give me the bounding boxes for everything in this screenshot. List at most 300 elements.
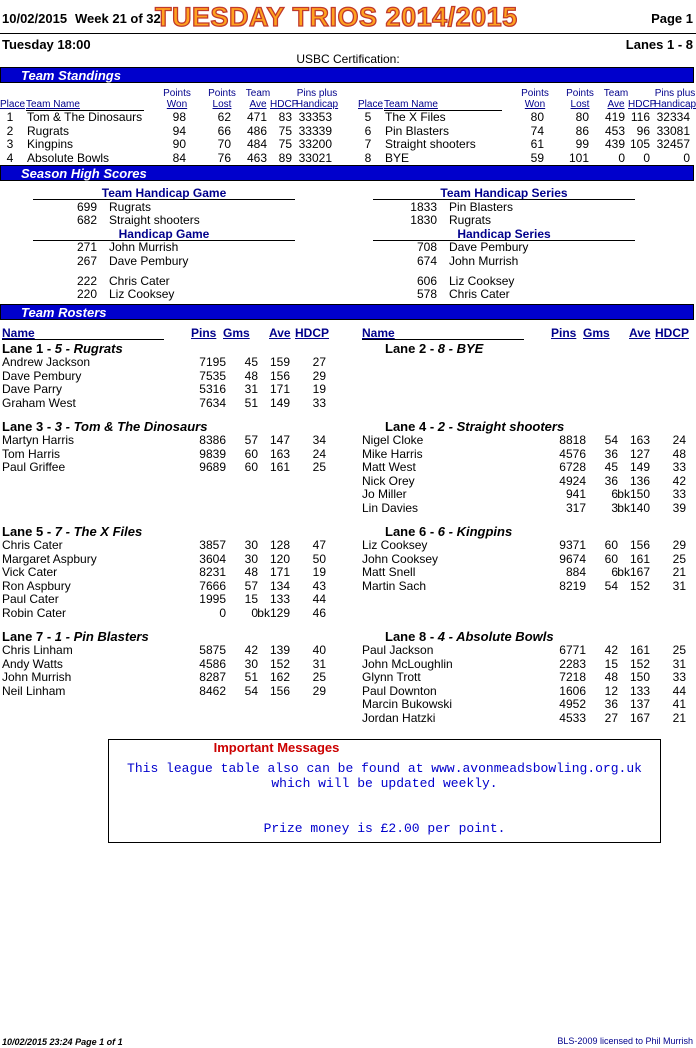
player-average: 152	[629, 578, 650, 593]
team-hdcp: 0	[643, 150, 650, 165]
player-pins: 1606	[559, 683, 586, 698]
player-average: 162	[269, 670, 290, 684]
pins-plus-handicap: 32457	[656, 137, 690, 151]
player-pins: 7195	[199, 355, 226, 369]
pins-plus-handicap: 33081	[656, 123, 690, 138]
player-name: Nigel Cloke	[362, 433, 424, 447]
player-hdcp: 25	[312, 670, 326, 684]
standings-header-pph1: Pins plus	[296, 88, 338, 99]
roster-row	[360, 643, 692, 657]
player-games: 54	[604, 578, 618, 593]
player-hdcp: 44	[312, 592, 326, 606]
player-hdcp: 33	[312, 395, 326, 410]
lane-separator: -	[46, 341, 52, 356]
team-name: Absolute Bowls	[27, 150, 110, 165]
roster-row	[0, 552, 332, 566]
team-hdcp: 75	[278, 123, 292, 138]
points-lost: 80	[575, 110, 589, 124]
roster-row	[0, 643, 332, 657]
player-games: 57	[244, 433, 258, 447]
bowler-name: Liz Cooksey	[109, 287, 175, 301]
player-average: 128	[269, 538, 290, 552]
high-score-row	[397, 200, 637, 214]
roster-header-games: Gms	[223, 326, 250, 340]
player-pins: 4924	[559, 473, 586, 488]
player-average: 133	[629, 683, 650, 698]
player-pins: 5316	[199, 382, 226, 396]
high-score-row	[57, 254, 297, 268]
player-games: 6	[611, 565, 618, 579]
player-name: Paul Cater	[2, 592, 59, 606]
player-name: Glynn Trott	[362, 670, 421, 684]
player-name: Jordan Hatzki	[362, 710, 436, 725]
player-name: Chris Linham	[2, 643, 73, 657]
section-bar-rosters: Team Rosters	[0, 304, 694, 320]
player-pins: 9371	[559, 538, 586, 552]
player-hdcp: 42	[672, 473, 686, 488]
player-pins: 8231	[199, 565, 226, 579]
lane-team: 1 - Pin Blasters	[54, 629, 149, 644]
team-name: BYE	[385, 150, 410, 165]
score: 1833	[410, 200, 437, 214]
roster-header-name: Name	[362, 326, 395, 340]
roster-header-hdcp: HDCP	[655, 326, 690, 340]
roster-row	[0, 460, 332, 474]
player-games: 36	[604, 446, 618, 461]
standings-header-ave1: Team	[245, 88, 271, 99]
player-hdcp: 33	[672, 460, 686, 474]
standings-header-pl1: Points	[208, 88, 236, 99]
standings-header-pw2: Won	[166, 99, 188, 110]
roster-header-average: Ave	[629, 326, 651, 340]
standings-header-pw2: Won	[524, 99, 546, 110]
standings-header-team: Team Name	[26, 99, 80, 110]
team-average: 486	[246, 123, 267, 138]
bowler-name: Rugrats	[449, 213, 492, 227]
lane-number: Lane 4	[385, 419, 427, 434]
player-pins: 7666	[199, 578, 226, 593]
points-lost: 86	[575, 123, 589, 138]
player-games: 45	[244, 355, 258, 369]
team-name: Straight shooters	[385, 137, 476, 151]
team-average: 419	[604, 110, 625, 124]
standings-row	[0, 110, 340, 124]
standings-header-pw1: Points	[521, 88, 549, 99]
player-average: 147	[269, 433, 290, 447]
high-score-title-thg: Team Handicap Game	[101, 186, 227, 200]
player-name: Andrew Jackson	[2, 355, 91, 369]
roster-row	[360, 474, 692, 488]
roster-header-hdcp: HDCP	[295, 326, 330, 340]
player-games: 30	[244, 538, 258, 552]
roster-row	[360, 670, 692, 684]
player-hdcp: 25	[672, 551, 686, 566]
player-name: Dave Parry	[2, 382, 63, 396]
lane-separator: -	[46, 524, 52, 539]
player-pins: 2283	[559, 656, 586, 671]
player-name: John Murrish	[2, 670, 72, 684]
high-score-row	[57, 200, 297, 214]
points-lost: 62	[217, 110, 231, 124]
player-games: 6	[611, 487, 618, 501]
pins-plus-handicap: 33353	[298, 110, 332, 124]
lane-team: 6 - Kingpins	[437, 524, 513, 539]
lane-separator: -	[429, 419, 435, 434]
player-name: Liz Cooksey	[362, 538, 428, 552]
player-average: 120	[269, 551, 290, 566]
header-underline	[2, 339, 164, 340]
player-games: 60	[244, 446, 258, 461]
lane-team: 7 - The X Files	[54, 524, 143, 539]
player-average: 156	[269, 368, 290, 383]
score: 271	[76, 240, 97, 254]
standings-header-pph2: Handicap	[295, 99, 339, 110]
roster-row	[360, 565, 692, 579]
player-pins: 4576	[559, 446, 586, 461]
player-name: Nick Orey	[362, 473, 415, 488]
player-average: 163	[269, 446, 290, 461]
bowler-name: Chris Cater	[449, 287, 510, 301]
player-name: Ron Aspbury	[2, 578, 71, 593]
roster-row	[360, 711, 692, 725]
player-name: Martyn Harris	[2, 433, 75, 447]
player-average: 161	[629, 643, 650, 657]
standings-header-hdcp: HDCP	[270, 99, 299, 110]
score: 222	[76, 274, 97, 288]
player-games: 48	[244, 368, 258, 383]
team-average: 439	[604, 137, 625, 151]
lanes-range: Lanes 1 - 8	[625, 37, 693, 52]
player-average: 137	[629, 697, 650, 711]
standings-row	[0, 124, 340, 138]
bowler-name: John Murrish	[449, 254, 519, 268]
player-average: 156	[269, 683, 290, 698]
message-line: which will be updated weekly.	[271, 776, 498, 791]
team-average: 471	[246, 110, 267, 124]
pins-plus-handicap: 0	[683, 150, 690, 165]
player-pins: 7218	[559, 670, 586, 684]
high-score-row	[57, 240, 297, 254]
lane-team: 8 - BYE	[437, 341, 484, 356]
high-score-row	[397, 213, 637, 227]
player-pins: 4533	[559, 710, 586, 725]
team-hdcp: 96	[636, 123, 650, 138]
player-average: bk129	[257, 605, 290, 620]
player-games: 30	[244, 551, 258, 566]
message-line: Prize money is £2.00 per point.	[263, 821, 506, 836]
score: 674	[416, 254, 437, 268]
place: 5	[364, 110, 372, 124]
player-games: 12	[604, 683, 618, 698]
roster-header-pins: Pins	[551, 326, 577, 340]
bowler-name: Dave Pembury	[109, 254, 189, 268]
roster-row	[0, 382, 332, 396]
player-name: Graham West	[2, 395, 76, 410]
section-bar-standings: Team Standings	[0, 67, 694, 83]
player-hdcp: 33	[672, 670, 686, 684]
lane-number: Lane 3	[2, 419, 44, 434]
place: 8	[364, 150, 372, 165]
roster-row	[0, 538, 332, 552]
lane-separator: -	[46, 629, 52, 644]
team-average: 453	[604, 123, 625, 138]
team-hdcp: 75	[278, 137, 292, 151]
player-pins: 5875	[199, 643, 226, 657]
player-games: 51	[244, 670, 258, 684]
player-name: Paul Downton	[362, 683, 437, 698]
lane-heading	[2, 341, 123, 356]
standings-header-team: Team Name	[384, 99, 438, 110]
lane-number: Lane 8	[385, 629, 427, 644]
roster-row	[360, 460, 692, 474]
high-score-row	[57, 213, 297, 227]
roster-row	[360, 552, 692, 566]
player-average: bk140	[617, 500, 650, 515]
pins-plus-handicap: 33200	[298, 137, 332, 151]
player-name: Vick Cater	[2, 565, 58, 579]
roster-row	[0, 606, 332, 620]
player-hdcp: 29	[312, 368, 326, 383]
player-hdcp: 27	[312, 355, 326, 369]
high-score-title-ths: Team Handicap Series	[440, 186, 568, 200]
player-name: Robin Cater	[2, 605, 67, 620]
team-hdcp: 83	[278, 110, 292, 124]
player-name: Tom Harris	[2, 446, 61, 461]
player-average: 133	[269, 592, 290, 606]
roster-row	[360, 538, 692, 552]
player-games: 57	[244, 578, 258, 593]
player-games: 54	[604, 433, 618, 447]
player-games: 36	[604, 473, 618, 488]
score: 220	[76, 287, 97, 301]
score: 1830	[410, 213, 437, 227]
points-lost: 66	[217, 123, 231, 138]
standings-header-pl2: Lost	[212, 99, 232, 110]
lane-team: 5 - Rugrats	[54, 341, 123, 356]
roster-header-name: Name	[2, 326, 35, 340]
lane-separator: -	[429, 524, 435, 539]
team-average: 463	[246, 150, 267, 165]
header-underline	[362, 339, 524, 340]
player-hdcp: 21	[672, 710, 686, 725]
player-pins: 1995	[199, 592, 226, 606]
player-average: 127	[629, 446, 650, 461]
lane-heading	[2, 629, 149, 644]
usbc-certification: USBC Certification:	[296, 52, 400, 66]
lane-number: Lane 6	[385, 524, 427, 539]
pins-plus-handicap: 33021	[298, 150, 332, 165]
lane-heading	[385, 524, 512, 539]
league-night: Tuesday 18:00	[2, 37, 91, 52]
roster-row	[360, 433, 692, 447]
player-average: bk150	[617, 487, 650, 501]
section-bar-high-scores: Season High Scores	[0, 165, 694, 181]
place: 4	[6, 150, 14, 165]
player-pins: 6728	[559, 460, 586, 474]
bowler-name: Rugrats	[109, 200, 152, 214]
player-name: Chris Cater	[2, 538, 63, 552]
report-date: 10/02/2015	[2, 11, 68, 26]
standings-row	[358, 124, 696, 138]
player-pins: 4952	[559, 697, 586, 711]
team-name: The X Files	[385, 110, 446, 124]
lane-number: Lane 7	[2, 629, 44, 644]
header-divider	[0, 33, 696, 34]
points-won: 84	[172, 150, 186, 165]
player-pins: 9839	[199, 446, 226, 461]
player-average: 156	[629, 538, 650, 552]
player-name: Jo Miller	[362, 487, 407, 501]
player-games: 3	[611, 500, 618, 515]
player-games: 36	[604, 697, 618, 711]
team-name: Rugrats	[27, 123, 70, 138]
player-pins: 0	[219, 605, 226, 620]
player-pins: 3857	[199, 538, 226, 552]
roster-row	[360, 657, 692, 671]
player-games: 42	[244, 643, 258, 657]
player-hdcp: 46	[312, 605, 326, 620]
bowler-name: Liz Cooksey	[449, 274, 515, 288]
player-games: 48	[604, 670, 618, 684]
player-games: 31	[244, 382, 258, 396]
bowler-name: Chris Cater	[109, 274, 170, 288]
player-average: 163	[629, 433, 650, 447]
player-hdcp: 31	[672, 578, 686, 593]
player-pins: 9689	[199, 460, 226, 474]
lane-separator: -	[46, 419, 52, 434]
player-hdcp: 47	[312, 538, 326, 552]
standings-header-hdcp: HDCP	[628, 99, 657, 110]
standings-header-pw1: Points	[163, 88, 191, 99]
high-score-row	[57, 287, 297, 301]
team-hdcp: 105	[629, 137, 650, 151]
player-pins: 884	[565, 565, 586, 579]
roster-row	[0, 447, 332, 461]
player-hdcp: 19	[312, 565, 326, 579]
player-hdcp: 34	[312, 433, 326, 447]
page-number: Page 1	[651, 11, 693, 26]
high-score-row	[397, 240, 637, 254]
points-won: 98	[172, 110, 186, 124]
score: 606	[416, 274, 437, 288]
player-hdcp: 44	[672, 683, 686, 698]
player-name: Marcin Bukowski	[362, 697, 453, 711]
player-average: 152	[629, 656, 650, 671]
player-pins: 8287	[199, 670, 226, 684]
roster-row	[0, 433, 332, 447]
footer-license: BLS-2009 licensed to Phil Murrish	[557, 1036, 693, 1046]
player-average: 150	[629, 670, 650, 684]
player-games: 60	[604, 551, 618, 566]
roster-row	[360, 684, 692, 698]
points-won: 61	[530, 137, 544, 151]
lane-number: Lane 1	[2, 341, 44, 356]
standings-row	[358, 137, 696, 151]
player-hdcp: 43	[312, 578, 326, 593]
player-games: 30	[244, 656, 258, 671]
player-average: 149	[269, 395, 290, 410]
player-hdcp: 24	[312, 446, 326, 461]
standings-header-place: Place	[358, 99, 384, 110]
points-lost: 70	[217, 137, 231, 151]
player-games: 54	[244, 683, 258, 698]
player-games: 27	[604, 710, 618, 725]
standings-row	[358, 110, 696, 124]
player-name: Margaret Aspbury	[2, 551, 97, 566]
team-hdcp: 116	[630, 110, 650, 124]
player-name: Lin Davies	[362, 500, 419, 515]
player-name: Matt West	[362, 460, 416, 474]
player-pins: 8462	[199, 683, 226, 698]
player-games: 51	[244, 395, 258, 410]
player-games: 15	[604, 656, 618, 671]
roster-row	[360, 501, 692, 515]
player-name: Paul Griffee	[2, 460, 66, 474]
player-name: Andy Watts	[2, 656, 63, 671]
standings-row	[0, 151, 340, 165]
player-average: 159	[269, 355, 290, 369]
player-name: Martin Sach	[362, 578, 427, 593]
player-pins: 4586	[199, 656, 226, 671]
player-pins: 8818	[559, 433, 586, 447]
player-games: 60	[244, 460, 258, 474]
roster-row	[0, 670, 332, 684]
week-label: Week 21 of 32	[75, 11, 161, 26]
lane-number: Lane 5	[2, 524, 44, 539]
team-hdcp: 89	[278, 150, 292, 165]
roster-header-pins: Pins	[191, 326, 217, 340]
lane-team: 3 - Tom & The Dinosaurs	[54, 419, 208, 434]
points-lost: 76	[217, 150, 231, 165]
pins-plus-handicap: 32334	[656, 110, 690, 124]
player-average: 171	[269, 565, 290, 579]
player-name: Mike Harris	[362, 446, 423, 461]
player-pins: 3604	[199, 551, 226, 566]
player-hdcp: 50	[312, 551, 326, 566]
score: 699	[76, 200, 97, 214]
lane-team: 4 - Absolute Bowls	[437, 629, 554, 644]
player-hdcp: 31	[312, 656, 326, 671]
lane-heading	[2, 524, 142, 539]
player-average: 161	[269, 460, 290, 474]
roster-header-average: Ave	[269, 326, 291, 340]
team-average: 0	[618, 150, 625, 165]
player-pins: 7634	[199, 395, 226, 410]
bowler-name: Dave Pembury	[449, 240, 529, 254]
player-average: 139	[269, 643, 290, 657]
place: 7	[364, 137, 372, 151]
roster-row	[360, 697, 692, 711]
player-hdcp: 40	[312, 643, 326, 657]
roster-row	[0, 657, 332, 671]
bowler-name: Straight shooters	[109, 213, 200, 227]
player-hdcp: 31	[672, 656, 686, 671]
player-average: 136	[629, 473, 650, 488]
player-hdcp: 21	[672, 565, 686, 579]
player-average: 152	[269, 656, 290, 671]
player-games: 15	[244, 592, 258, 606]
points-won: 74	[530, 123, 544, 138]
team-name: Tom & The Dinosaurs	[27, 110, 143, 124]
roster-row	[0, 355, 332, 369]
player-pins: 9674	[559, 551, 586, 566]
player-games: 60	[604, 538, 618, 552]
lane-heading	[385, 629, 554, 644]
player-pins: 6771	[559, 643, 586, 657]
player-average: 134	[269, 578, 290, 593]
player-name: Paul Jackson	[362, 643, 434, 657]
bowler-name: Pin Blasters	[449, 200, 514, 214]
